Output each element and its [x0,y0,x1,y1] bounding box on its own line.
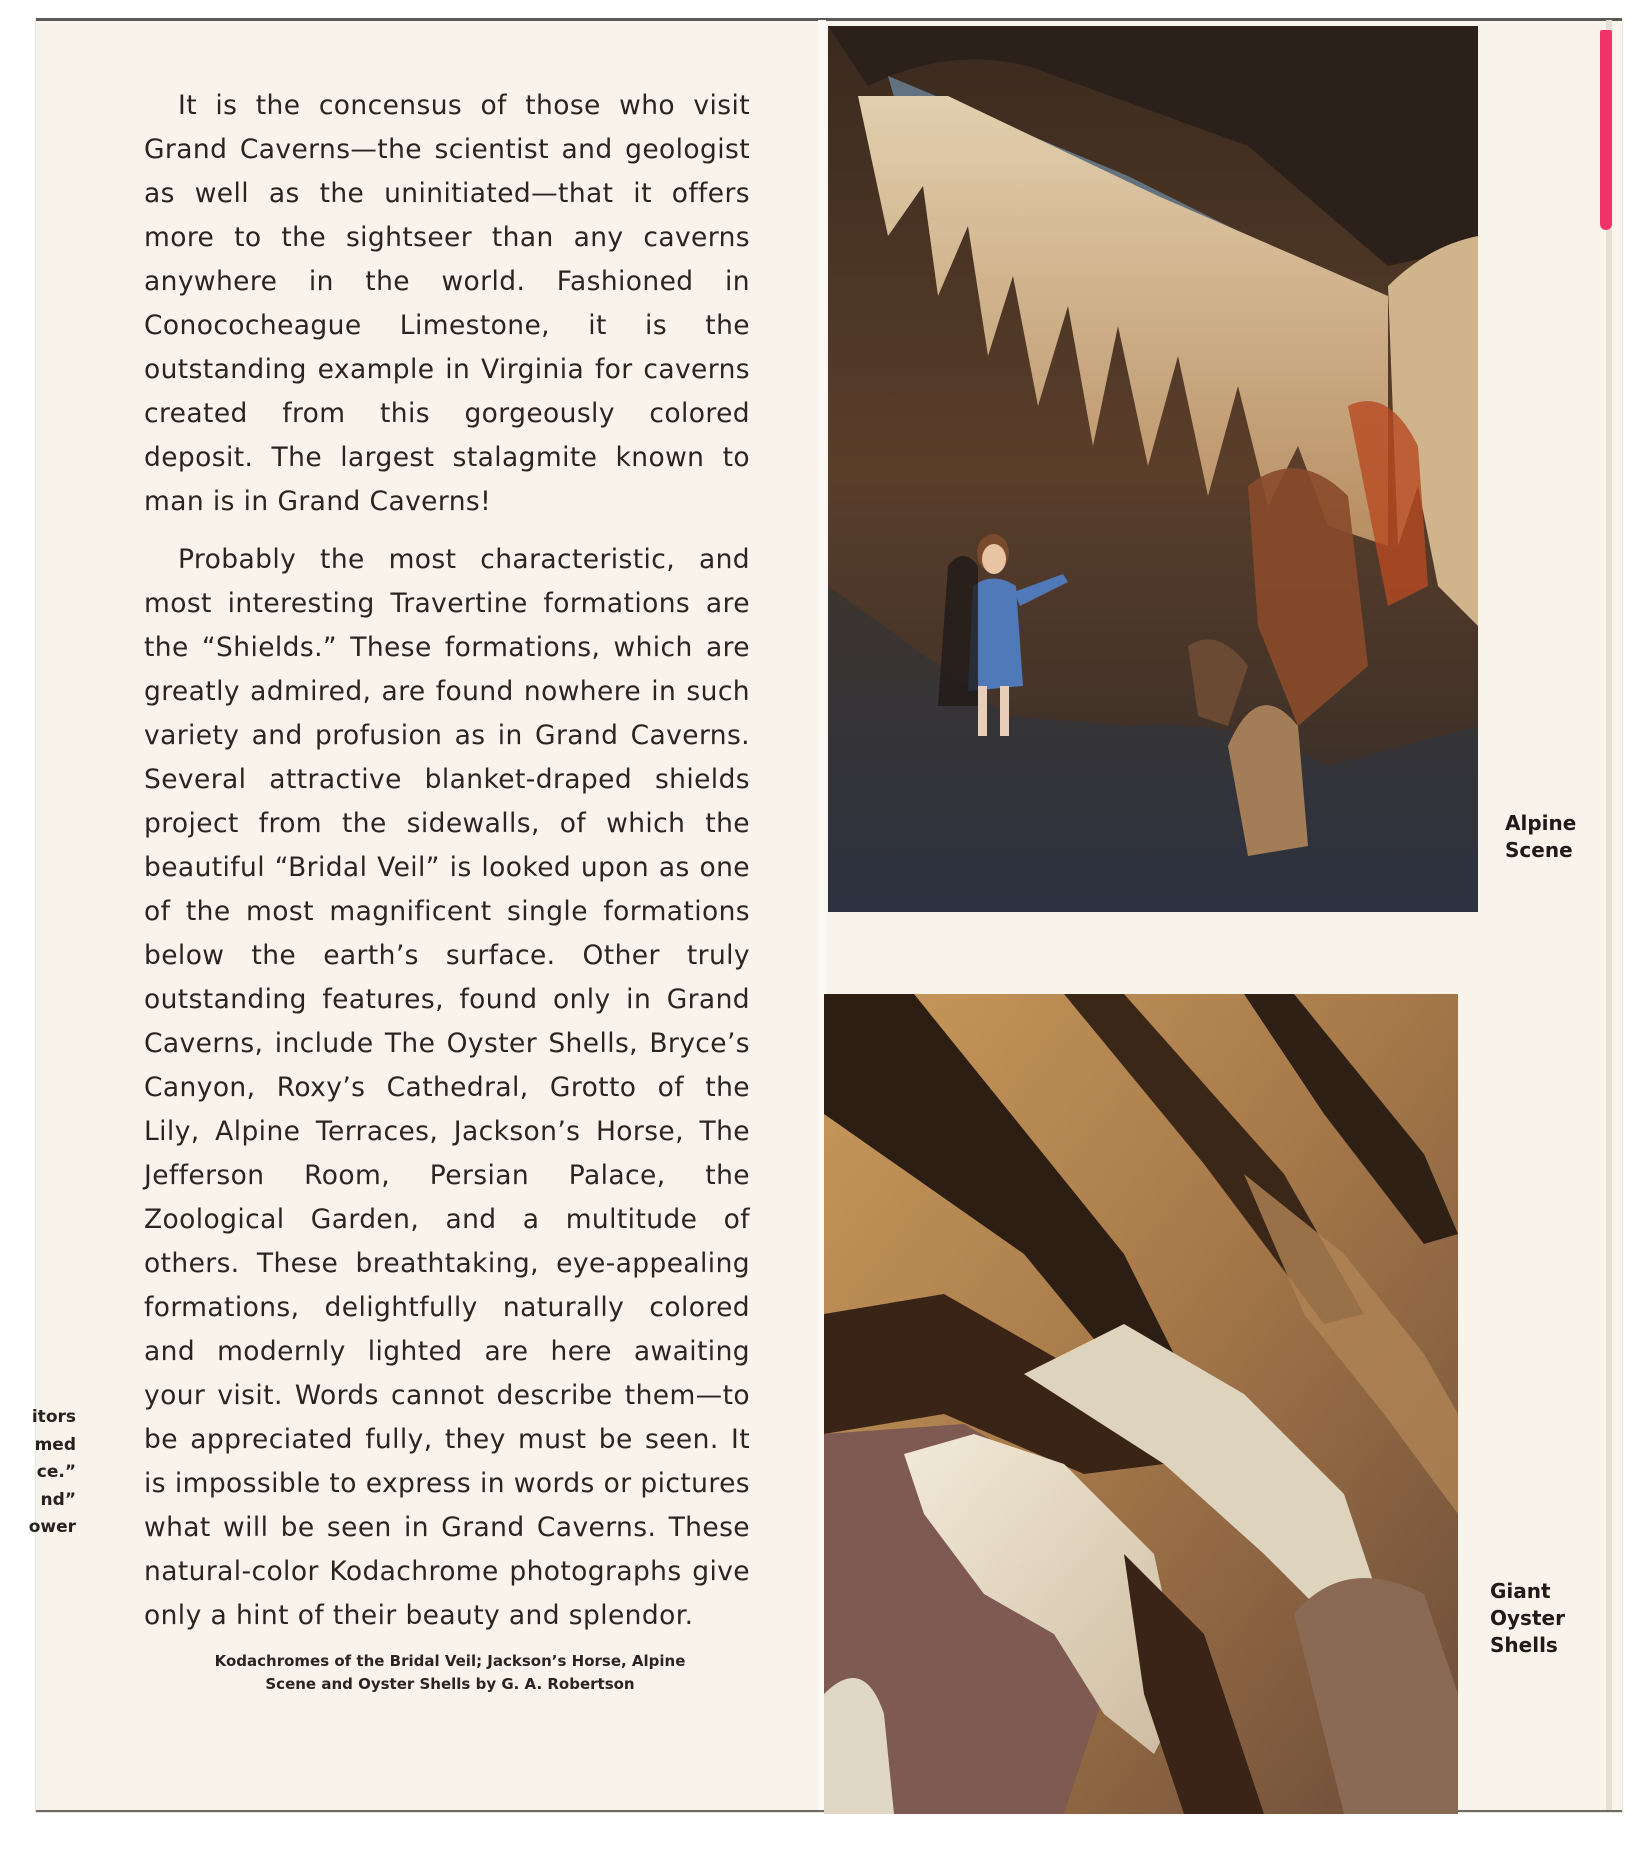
pink-tab-marker [1600,30,1612,230]
fragment-line: ower [28,1517,76,1537]
body-paragraph-2: Probably the most characteristic, and most interesting Travertine formations are the “Shields.” These formations, which are greatly admired, are found nowhere in such variety and profusion as in Grand Caverns. Several attractive blanket-draped shields project from the sidewalls, of which the beautiful “Bridal Veil” is looked upon as one of the most magnificent single formations below the earth’s surface. Other truly outstanding features, found only in Grand Caverns, include The Oyster Shells, Bryce’s Canyon, Roxy’s Cathedral, Grotto of the Lily, Alpine Terraces, Jackson’s Horse, The Jefferson Room, Persian Palace, the Zoological Garden, and a multitude of others. These breathtaking, eye-appealing formations, delightfully naturally colored and modernly lighted are here awaiting your visit. Words cannot describe them—to be appreciated fully, they must be seen. It is impossible to express in words or pictures what will be seen in Grand Caverns. These natural-color Kodachrome photographs give only a hint of their beauty and splendor. [144,544,750,1631]
photo-credit-line-1: Kodachromes of the Bridal Veil; Jackson’s Horse, Alpine [214,1652,686,1670]
caption-line: Giant [1490,1579,1551,1603]
page-right-edge [1606,20,1612,1812]
alpine-scene-photo [828,26,1478,912]
fragment-line: itors [31,1407,76,1427]
giant-oyster-shells-photo [824,994,1458,1814]
fragment-line: nd” [40,1489,76,1510]
fragment-line: med [34,1434,76,1455]
caption-line: Alpine [1505,811,1577,835]
photo-credit [190,1650,710,1696]
caption-line: Scene [1505,838,1573,862]
body-paragraph-1: It is the concensus of those who visit Grand Caverns—the scientist and geologist as well as the uninitiated—that it offers more to the sightseer than any caverns anywhere in the world. Fashioned in Conococheague Limestone, it is the outstanding example in Virginia for caverns created from this gorgeously colored deposit. The largest stalagmite known to man is in Grand Caverns! [144,90,750,517]
photo-credit-line-2: Scene and Oyster Shells by G. A. Robertson [265,1675,635,1693]
caption-line: Shells [1490,1633,1558,1657]
alpine-scene-caption [1505,810,1576,864]
body-text-column [144,84,750,1638]
caption-line: Oyster [1490,1606,1565,1630]
fragment-line: ce.” [36,1462,76,1482]
giant-oyster-shells-caption [1490,1578,1565,1659]
page-top-edge [36,18,1622,21]
previous-page-fragments [14,1404,76,1542]
